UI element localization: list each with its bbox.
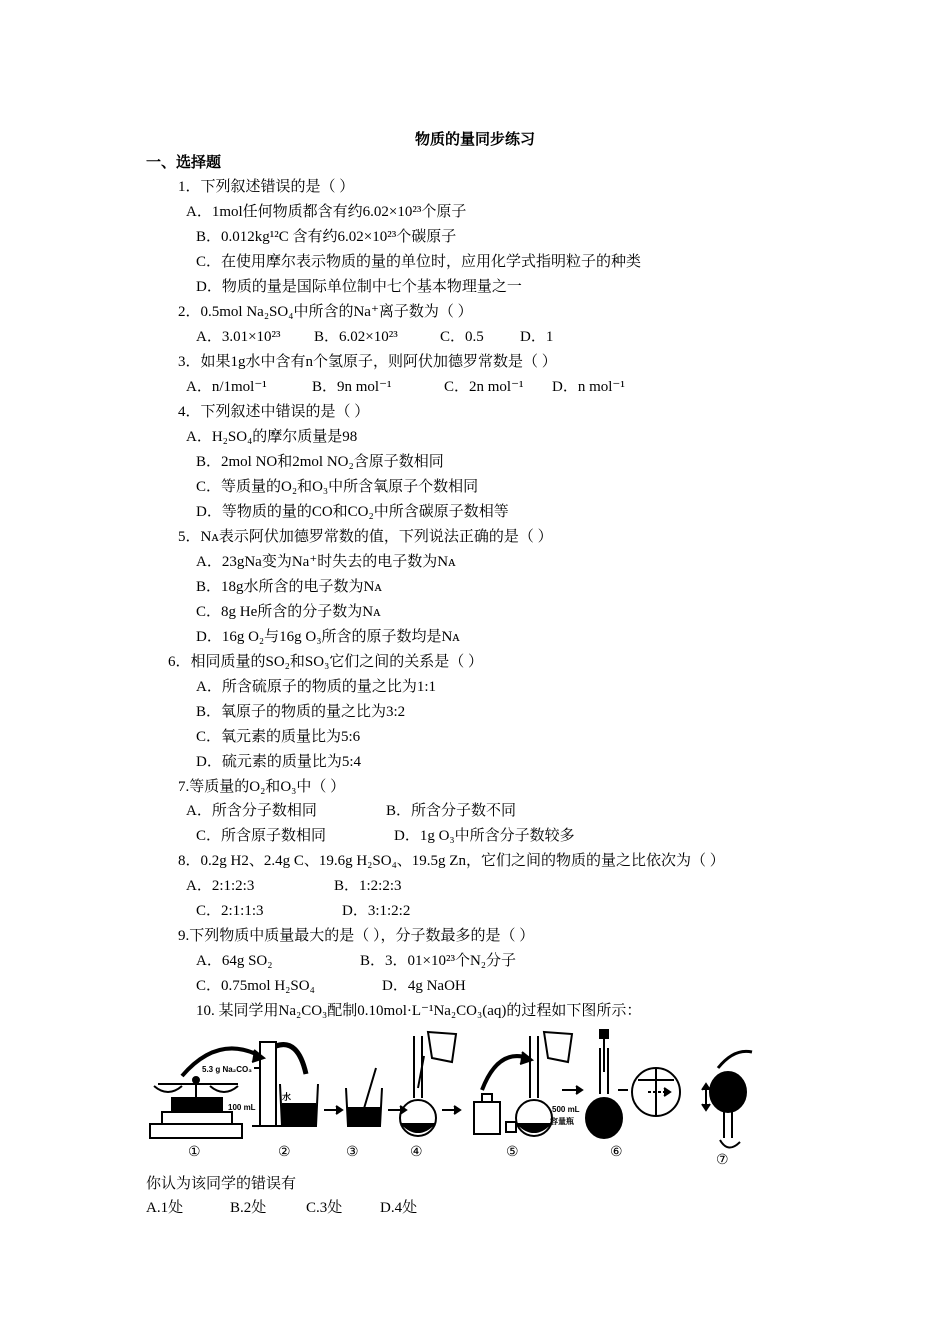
q5-option-b: B．18g水所含的电子数为Nᴀ	[196, 579, 382, 595]
q3-option-a: A．n/1mol⁻¹	[186, 379, 267, 395]
q10-prompt: 你认为该同学的错误有	[146, 1176, 297, 1192]
q10-stem: 10. 某同学用Na₂CO₃配制0.10mol·L⁻¹Na₂CO₃(aq)的过程如下图所示：	[196, 1003, 642, 1019]
q7-option-a: A．所含分子数相同	[186, 803, 317, 819]
flask-label-name: 容量瓶	[550, 1117, 574, 1126]
q9-option-c: C．0.75mol H₂SO₄	[196, 978, 315, 994]
q2-option-a: A．3.01×10²³	[196, 329, 281, 345]
q6-stem: 6．相同质量的SO₂和SO₃它们之间的关系是（ ）	[168, 654, 484, 670]
q3-option-b: B．9n mol⁻¹	[312, 379, 392, 395]
step-label-3: ③	[346, 1143, 359, 1159]
q4-option-a: A．H₂SO₄的摩尔质量是98	[186, 429, 358, 445]
q9-option-d: D．4g NaOH	[382, 978, 466, 994]
q8-stem: 8．0.2g H2、2.4g C、19.6g H₂SO₄、19.5g Zn，它们之间的物质的量之比依次为（ ）	[178, 853, 725, 869]
q5-option-d: D．16g O₂与16g O₃所含的原子数均是Nᴀ	[196, 629, 460, 645]
q1-stem: 1．下列叙述错误的是（ ）	[178, 179, 355, 195]
step-label-7: ⑦	[716, 1151, 729, 1167]
step-label-6: ⑥	[610, 1143, 623, 1159]
q1-option-b: B．0.012kg¹²C 含有约6.02×10²³个碳原子	[196, 229, 457, 245]
q3-stem: 3．如果1g水中含有n个氢原子，则阿伏加德罗常数是（ ）	[178, 354, 557, 370]
volumetric-flask-icon	[400, 1032, 456, 1136]
q6-option-a: A．所含硫原子的物质的量之比为1:1	[196, 679, 437, 695]
q6-option-b: B．氧原子的物质的量之比为3:2	[196, 704, 406, 720]
q3-option-d: D．n mol⁻¹	[552, 379, 625, 395]
q2-option-c: C．0.5	[440, 329, 484, 345]
q7-option-d: D．1g O₃中所含分子数较多	[394, 828, 575, 844]
flask-label-volume: 500 mL	[552, 1105, 580, 1114]
wash-bottle-icon	[474, 1094, 516, 1134]
q1-option-a: A．1mol任何物质都含有约6.02×10²³个原子	[186, 204, 467, 220]
q10-option-b: B.2处	[230, 1200, 267, 1216]
q2-option-d: D．1	[520, 329, 554, 345]
q8-option-c: C．2:1:1:3	[196, 903, 264, 919]
q9-option-b: B．3．01×10²³个N₂分子	[360, 953, 517, 969]
step-label-1: ①	[188, 1143, 201, 1159]
q7-stem: 7.等质量的O₂和O₃中（ ）	[178, 779, 346, 795]
magnifier-icon	[632, 1068, 680, 1116]
flask-inverting-icon	[702, 1051, 752, 1147]
beaker-stirring-icon	[346, 1068, 382, 1126]
q3-option-c: C．2n mol⁻¹	[444, 379, 524, 395]
q8-option-a: A．2:1:2:3	[186, 878, 255, 894]
q1-option-c: C．在使用摩尔表示物质的量的单位时，应用化学式指明粒子的种类	[196, 254, 642, 270]
q8-option-b: B．1:2:2:3	[334, 878, 402, 894]
q4-option-c: C．等质量的O₂和O₃中所含氧原子个数相同	[196, 479, 479, 495]
q5-option-a: A．23gNa变为Na⁺时失去的电子数为Nᴀ	[196, 554, 456, 570]
q1-option-d: D．物质的量是国际单位制中七个基本物理量之一	[196, 279, 522, 295]
step-label-2: ②	[278, 1143, 291, 1159]
beaker-icon	[280, 1084, 318, 1126]
q5-stem: 5．Nᴀ表示阿伏加德罗常数的值，下列说法正确的是（ ）	[178, 529, 553, 545]
q9-option-a: A．64g SO₂	[196, 953, 273, 969]
step-label-5: ⑤	[506, 1143, 519, 1159]
q5-option-c: C．8g He所含的分子数为Nᴀ	[196, 604, 381, 620]
q6-option-c: C．氧元素的质量比为5:6	[196, 729, 361, 745]
q10-option-c: C.3处	[306, 1200, 343, 1216]
q6-option-d: D．硫元素的质量比为5:4	[196, 754, 362, 770]
q10-option-d: D.4处	[380, 1200, 418, 1216]
q8-option-d: D．3:1:2:2	[342, 903, 411, 919]
q4-stem: 4．下列叙述中错误的是（ ）	[178, 404, 370, 420]
water-label: 水	[282, 1092, 292, 1102]
solution-preparation-figure	[148, 1028, 754, 1168]
q2-stem: 2．0.5mol Na₂SO₄中所含的Na⁺离子数为（ ）	[178, 304, 473, 320]
q9-stem: 9.下列物质中质量最大的是（ ），分子数最多的是（ ）	[178, 928, 535, 944]
cylinder-label: 100 mL	[228, 1103, 256, 1112]
page-title: 物质的量同步练习	[414, 130, 535, 148]
balance-label: 5.3 g Na₂CO₃	[202, 1065, 252, 1074]
step-label-4: ④	[410, 1143, 423, 1159]
q7-option-b: B．所含分子数不同	[386, 803, 517, 819]
q7-option-c: C．所含原子数相同	[196, 828, 327, 844]
flask-dropper-icon	[586, 1030, 622, 1138]
q4-option-d: D．等物质的量的CO和CO₂中所含碳原子数相等	[196, 504, 509, 520]
q4-option-b: B．2mol NO和2mol NO₂含原子数相同	[196, 454, 444, 470]
q2-option-b: B．6.02×10²³	[314, 329, 398, 345]
q10-option-a: A.1处	[146, 1200, 184, 1216]
section-heading: 一、选择题	[146, 153, 222, 171]
